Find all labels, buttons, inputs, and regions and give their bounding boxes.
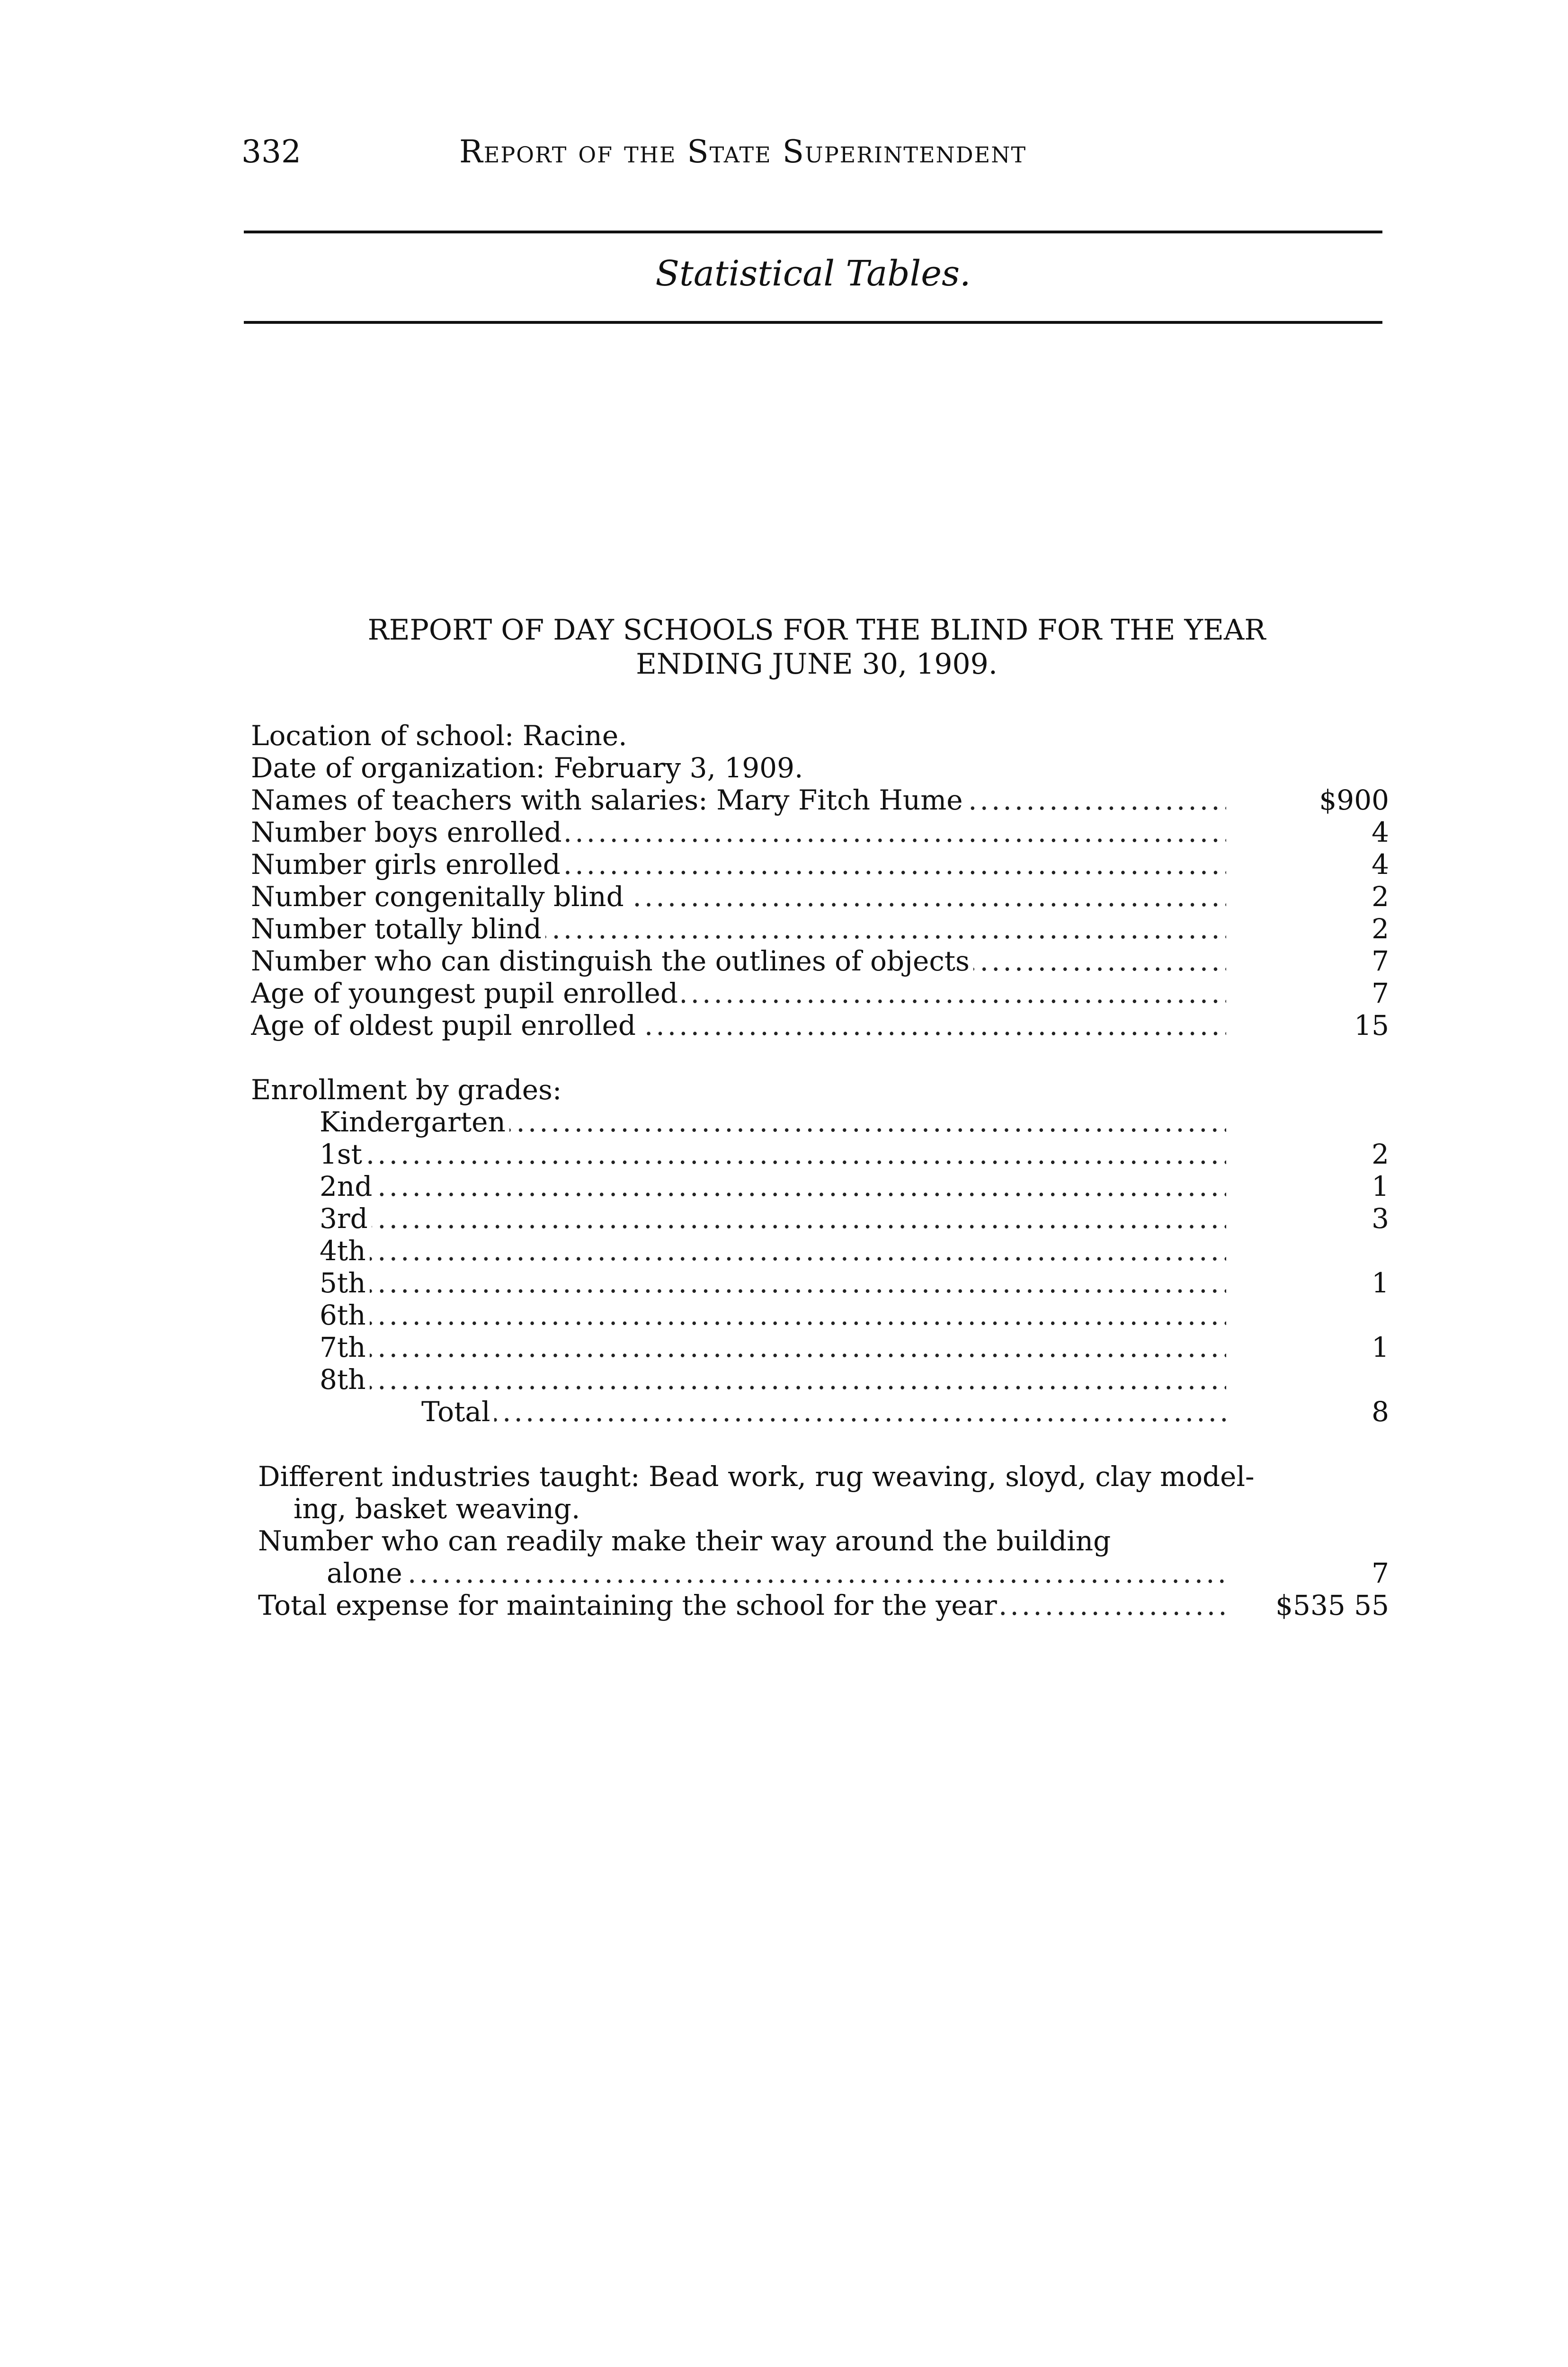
page-number: 332 [241,133,301,170]
grade-label: 3rd ..... [320,1202,1226,1235]
stat-label: Age of oldest pupil enrolled ..... [251,1009,1226,1041]
stat-label: Age of youngest pupil enrolled ..... [251,977,1226,1009]
running-head: Report of the State Superintendent [459,133,1027,170]
around-label: alone ..... [327,1557,1226,1589]
stat-row [0,1009,1568,1041]
expense-row [0,1589,1568,1621]
grade-label: 7th ..... [320,1331,1226,1363]
grade-row [0,1170,1568,1202]
stat-value: 7 [1372,945,1389,977]
organization-date-line: Date of organization: February 3, 1909. [251,752,803,784]
stat-row [0,816,1568,848]
stat-row [0,881,1568,913]
grades-heading: Enrollment by grades: [251,1074,562,1106]
around-row [0,1557,1568,1589]
grade-row [0,1331,1568,1363]
stat-row [0,945,1568,977]
grade-value: 2 [1372,1138,1389,1170]
grade-row [0,1138,1568,1170]
grade-label: 5th ..... [320,1267,1226,1299]
report-title-line1: REPORT OF DAY SCHOOLS FOR THE BLIND FOR THE YEAR [367,614,1266,647]
around-line1: Number who can readily make their way around the building [258,1525,1111,1557]
stat-value: 2 [1372,881,1389,913]
location-line: Location of school: Racine. [251,720,627,752]
grade-value: 3 [1372,1202,1389,1235]
section-title: Statistical Tables. [655,253,971,294]
grade-row [0,1106,1568,1138]
report-title [265,613,1368,681]
stat-label: Number congenitally blind ..... [251,881,1226,913]
bottom-rule [244,321,1382,324]
stat-row [0,913,1568,945]
grade-label: 8th ..... [320,1363,1226,1396]
stat-label: Number who can distinguish the outlines of objects ..... [251,945,1226,977]
stat-value: 2 [1372,913,1389,945]
grade-row [0,1202,1568,1235]
stat-row [0,848,1568,881]
expense-value: $535 55 [1275,1589,1389,1621]
grade-total-value: 8 [1372,1396,1389,1428]
grade-row [0,1267,1568,1299]
expense-label: Total expense for maintaining the school for the year ..... [258,1589,1226,1621]
grade-label: 2nd ..... [320,1170,1226,1202]
around-value: 7 [1372,1557,1389,1589]
top-rule [244,231,1382,233]
grade-label: 1st ..... [320,1138,1226,1170]
grade-total-row [0,1396,1568,1428]
stat-row [0,977,1568,1009]
industries-line2: ing, basket weaving. [294,1493,580,1525]
grade-label: 6th ..... [320,1299,1226,1331]
stat-label: Number girls enrolled ..... [251,848,1226,881]
stat-row [0,784,1568,816]
grade-value: 1 [1372,1267,1389,1299]
industries-line1: Different industries taught: Bead work, rug weaving, sloyd, clay model- [258,1460,1255,1493]
grade-label: Kindergarten ..... [320,1106,1226,1138]
stat-value: 15 [1354,1009,1389,1041]
grade-value: 1 [1372,1331,1389,1363]
stat-value: 7 [1372,977,1389,1009]
stat-label: Number boys enrolled ..... [251,816,1226,848]
grade-row [0,1363,1568,1396]
grade-row [0,1299,1568,1331]
grade-value: 1 [1372,1170,1389,1202]
stat-value: $900 [1319,784,1389,816]
report-title-line2: ENDING JUNE 30, 1909. [636,648,998,681]
grade-total-label: Total ..... [421,1396,1226,1428]
stat-label: Number totally blind ..... [251,913,1226,945]
grade-label: 4th ..... [320,1235,1226,1267]
stat-value: 4 [1372,816,1389,848]
stat-label: Names of teachers with salaries: Mary Fitch Hume ..... [251,784,1226,816]
grade-row [0,1235,1568,1267]
stat-value: 4 [1372,848,1389,881]
